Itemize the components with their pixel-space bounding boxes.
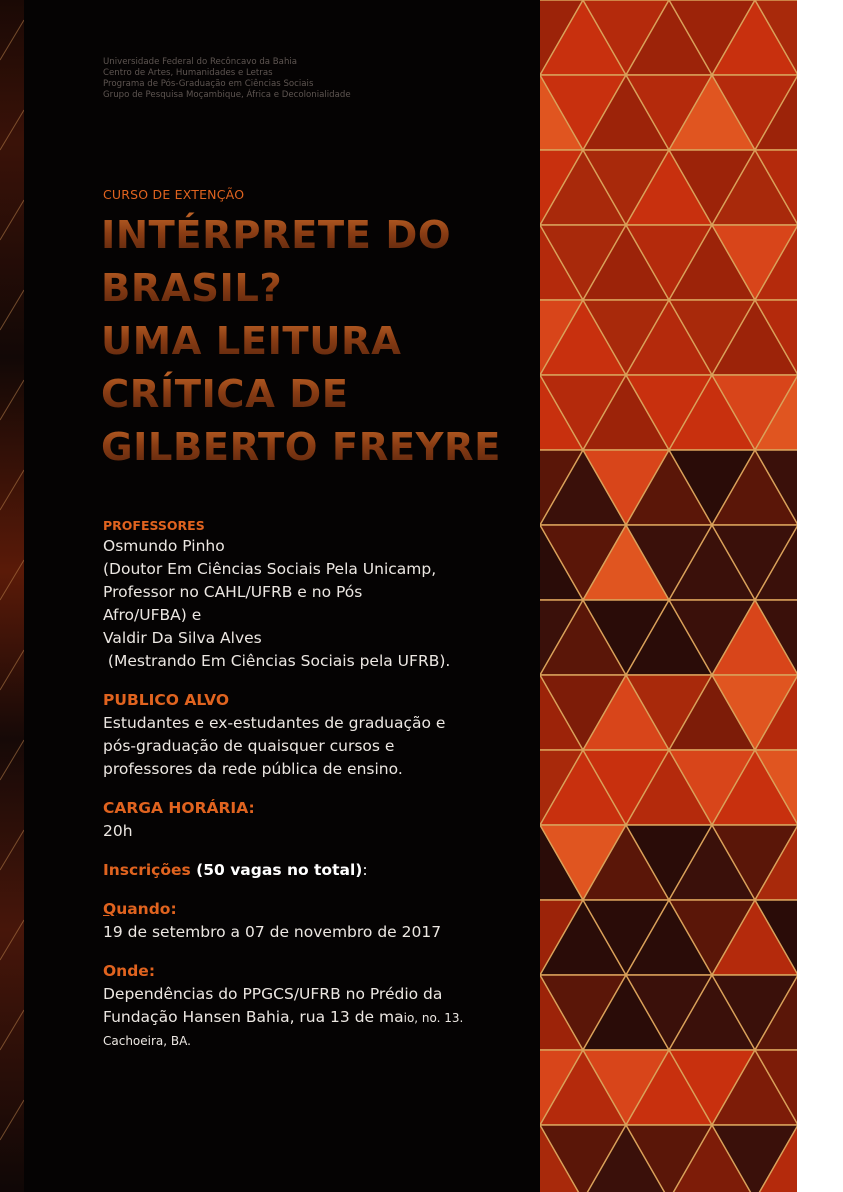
institution-line: Centro de Artes, Humanidades e Letras (103, 68, 273, 78)
title-line: UMA LEITURA (101, 315, 501, 368)
professors-line: Osmundo Pinho (103, 537, 225, 555)
where-section (103, 960, 533, 1053)
triangle-mosaic (540, 0, 797, 1192)
title-line: GILBERTO FREYRE (101, 421, 501, 474)
hours-section (103, 797, 533, 843)
institution-list (103, 57, 351, 101)
when-label (103, 898, 533, 921)
where-city: Cachoeira, BA. (103, 1034, 191, 1048)
audience-line: professores da rede pública de ensino. (103, 760, 403, 778)
page-margin (797, 0, 843, 1192)
where-line (103, 1006, 533, 1030)
audience-section (103, 689, 533, 781)
registration-label: Inscrições (103, 861, 191, 879)
when-section (103, 898, 533, 944)
when-label-rest: uando: (116, 900, 177, 918)
professors-line: Afro/UFBA) e (103, 606, 202, 624)
triangle-art-panel (540, 0, 797, 1192)
hours-label: CARGA HORÁRIA: (103, 799, 255, 817)
audience-line: Estudantes e ex-estudantes de graduação e (103, 714, 446, 732)
where-line: Dependências do PPGCS/UFRB no Prédio da (103, 985, 443, 1003)
where-line-small: io, no. 13. (403, 1011, 464, 1025)
title-line: INTÉRPRETE DO (101, 209, 501, 262)
course-type: CURSO DE EXTENÇÃO (103, 187, 245, 202)
institution-line: Programa de Pós-Graduação em Ciências Sociais (103, 79, 314, 89)
institution-line: Grupo de Pesquisa Moçambique, África e Decolonialidade (103, 90, 351, 100)
registration-vacancies: (50 vagas no total) (196, 861, 363, 879)
when-value: 19 de setembro a 07 de novembro de 2017 (103, 923, 442, 941)
left-triangle-pattern (0, 0, 24, 1192)
where-label: Onde: (103, 962, 156, 980)
course-details (103, 517, 533, 1053)
registration-section (103, 859, 533, 882)
title-line: BRASIL? (101, 262, 501, 315)
registration-line (103, 859, 533, 882)
professors-line: Professor no CAHL/UFRB e no Pós (103, 583, 363, 601)
left-art-strip (0, 0, 24, 1192)
hours-value: 20h (103, 822, 133, 840)
audience-line: pós-graduação de quaisquer cursos e (103, 737, 395, 755)
institution-line: Universidade Federal do Recôncavo da Bahia (103, 57, 298, 67)
professors-line: (Doutor Em Ciências Sociais Pela Unicamp, (103, 560, 437, 578)
registration-colon: : (362, 861, 368, 879)
professors-line: Valdir Da Silva Alves (103, 629, 262, 647)
professors-label: PROFESSORES (103, 518, 205, 533)
where-line-main: Fundação Hansen Bahia, rua 13 de ma (103, 1008, 404, 1026)
professors-section (103, 517, 533, 673)
audience-label: PUBLICO ALVO (103, 691, 229, 709)
when-label-initial: Q (103, 900, 117, 918)
title-line: CRÍTICA DE (101, 368, 501, 421)
poster-title (101, 209, 501, 474)
professors-line: (Mestrando Em Ciências Sociais pela UFRB). (103, 652, 451, 670)
